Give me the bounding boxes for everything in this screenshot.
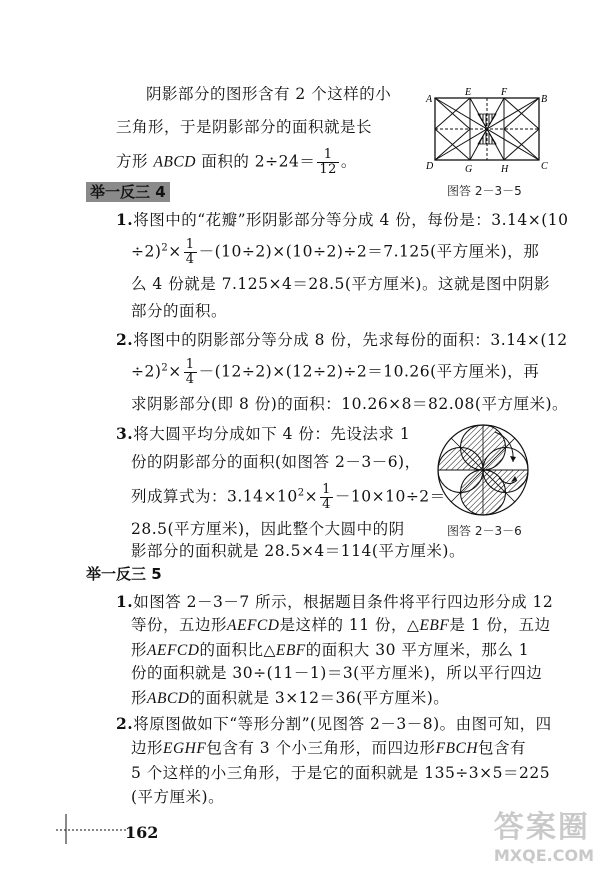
s4-p3-line-1: 3.将大圆平均分成如下 4 份：先设法求 1 [116, 424, 411, 443]
s4-p3-line-2: 份的阴影部分的面积(如图答 2－3－6)， [131, 453, 421, 471]
svg-text:A: A [426, 94, 433, 105]
s5-p1-line-3: 形AEFCD的面积比△EBF的面积大 30 平方厘米，那么 1 [131, 641, 530, 659]
s4-p1-line-3: 么 4 份就是 7.125×4＝28.5(平方厘米)。这就是图中阴影 [131, 275, 550, 293]
fraction: $\frac{1}{12}$ [319, 147, 337, 177]
s4-p3-line-5: 影部分的面积就是 28.5×4＝114(平方厘米)。 [131, 542, 465, 560]
svg-text:D: D [426, 161, 434, 172]
svg-text:B: B [541, 94, 548, 105]
section-4-title: 举一反三 4 [86, 181, 170, 202]
s5-p1-line-4: 份的面积就是 30÷(11－1)＝3(平方厘米)，所以平行四边 [131, 664, 543, 682]
watermark: 答案圈 MXQE.COM [493, 810, 594, 865]
s5-p2-line-4: (平方厘米)。 [131, 788, 225, 806]
fraction: $\frac{1}{4}$ [185, 357, 195, 387]
intro-line-3: 方形 ABCD 面积的 2÷24＝ $\frac{1}{12}$ 。 [116, 147, 357, 177]
s5-p2-line-2: 边形EGHF包含有 3 个小三角形，而四边形FBCH包含有 [131, 739, 527, 757]
s5-p1-line-5: 形ABCD的面积就是 3×12＝36(平方厘米)。 [131, 689, 450, 707]
intro-line-2: 三角形，于是阴影部分的面积就是长 [116, 118, 373, 136]
page-number: 162 [125, 823, 159, 842]
fraction: $\frac{1}{4}$ [185, 237, 195, 267]
s5-p1-line-2: 等份，五边形AEFCD是这样的 11 份，△EBF是 1 份，五边 [131, 616, 551, 634]
figure-2-3-5 [425, 86, 550, 178]
s4-p1-line-2: ÷2)$^2$× $\frac{1}{4}$ －(10÷2)×(10÷2)÷2＝7.125(平方厘米)，那 [131, 237, 540, 267]
s4-p3-line-3: 列成算式为：$3.14\times 10^2\times$ $\frac{1}{4}$ －10×10÷2＝ [131, 482, 446, 512]
s4-p2-line-1: 2.将图中的阴影部分等分成 8 份，先求每份的面积：3.14×(12 [116, 330, 568, 349]
svg-text:H: H [501, 164, 509, 175]
s4-p2-line-2: ÷2)$^2$× $\frac{1}{4}$ －(12÷2)×(12÷2)÷2＝10.26(平方厘米)，再 [131, 357, 540, 387]
svg-text:F: F [501, 87, 508, 98]
svg-text:E: E [465, 87, 472, 98]
s4-p2-line-3: 求阴影部分(即 8 份)的面积：10.26×8＝82.08(平方厘米)。 [131, 395, 569, 413]
section-5-title: 举一反三 5 [86, 565, 162, 583]
svg-text:C: C [541, 161, 548, 172]
s5-p1-line-1: 1.如图答 2－3－7 所示，根据题目条件将平行四边形分成 12 [116, 592, 554, 611]
s4-p1-line-1: 1.将图中的“花瓣”形阴影部分等分成 4 份，每份是：3.14×(10 [116, 210, 569, 229]
figure-2-3-6 [433, 420, 533, 520]
intro-line-1: 阴影部分的图形含有 2 个这样的小 [146, 85, 392, 103]
figure-2-3-6-caption: 图答 2－3－6 [447, 524, 522, 538]
svg-text:G: G [465, 164, 473, 175]
fraction: $\frac{1}{4}$ [322, 482, 331, 512]
figure-2-3-5-caption: 图答 2－3－5 [447, 184, 522, 198]
s5-p2-line-1: 2.将原图做如下“等形分割”(见图答 2－3－8)。由图可知，四 [116, 714, 552, 733]
s4-p3-line-4: 28.5(平方厘米)，因此整个大圆中的阴 [131, 520, 405, 538]
footer-rule [56, 814, 136, 844]
s5-p2-line-3: 5 个这样的小三角形，于是它的面积就是 135÷3×5＝225 [131, 764, 551, 782]
s4-p1-line-4: 部分的面积。 [131, 302, 228, 320]
